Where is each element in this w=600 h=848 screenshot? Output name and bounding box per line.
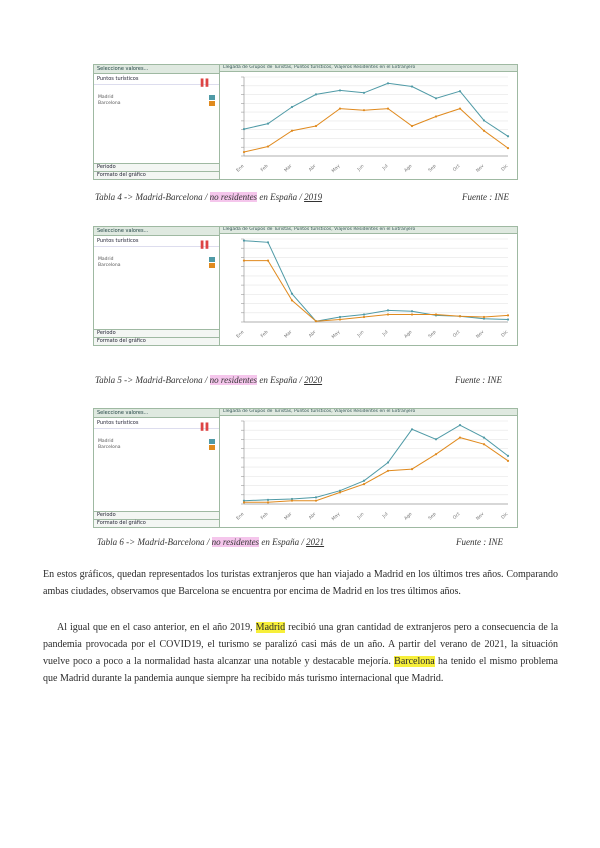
legend-item-madrid[interactable]: Madrid — [94, 95, 219, 101]
data-point-madrid — [459, 90, 461, 92]
panel-footer-formato[interactable]: Formato del gráfico — [94, 519, 219, 527]
legend-item-barcelona[interactable]: Barcelona — [94, 445, 219, 451]
highlight-barcelona: Barcelona — [394, 656, 435, 667]
panel-subheader[interactable]: Puntos turísticos — [94, 74, 219, 85]
data-point-barcelona — [339, 108, 341, 110]
data-point-barcelona — [483, 316, 485, 318]
data-point-madrid — [411, 85, 413, 87]
panel-footer-periodo[interactable]: Periodo — [94, 329, 219, 337]
data-point-barcelona — [435, 313, 437, 315]
data-point-madrid — [339, 316, 341, 318]
data-point-barcelona — [363, 483, 365, 485]
data-point-barcelona — [315, 320, 317, 322]
legend-item-madrid[interactable]: Madrid — [94, 257, 219, 263]
figure-2021-screenshot — [93, 408, 518, 528]
x-tick-label: Ene — [235, 329, 246, 340]
x-tick-label: May — [331, 511, 342, 522]
data-point-barcelona — [339, 491, 341, 493]
x-tick-label: Ago — [403, 329, 414, 340]
data-point-barcelona — [267, 501, 269, 503]
panel-subheader[interactable]: Puntos turísticos — [94, 236, 219, 247]
x-tick-label: Feb — [260, 329, 270, 340]
data-point-madrid — [291, 293, 293, 295]
line-chart-2020 — [220, 235, 517, 345]
x-tick-label: Ago — [403, 163, 414, 174]
x-tick-label: Jun — [356, 163, 366, 173]
series-line-madrid — [244, 241, 508, 322]
data-point-madrid — [315, 93, 317, 95]
x-tick-label: Mar — [283, 511, 294, 522]
data-point-madrid — [267, 123, 269, 125]
caption-2020: Tabla 5 -> Madrid-Barcelona / no residentes en España / 2020 — [95, 375, 323, 385]
data-point-madrid — [291, 106, 293, 108]
data-point-madrid — [459, 424, 461, 426]
x-tick-label: May — [331, 163, 342, 174]
x-tick-label: Ene — [235, 163, 246, 174]
x-tick-label: Oct — [452, 163, 462, 173]
source-2021: Fuente : INE — [456, 537, 503, 547]
series-line-barcelona — [244, 109, 508, 152]
data-point-madrid — [387, 461, 389, 463]
data-point-barcelona — [267, 259, 269, 261]
panel-header: Seleccione valores... — [94, 65, 219, 74]
x-tick-label: Mar — [283, 329, 294, 340]
red-marker-icon: ▐ ▌ — [198, 423, 211, 431]
data-point-barcelona — [411, 468, 413, 470]
chart-header: Llegada de Grupos de Turistas, Puntos turísticos, Viajeros Residentes en el Extranjero — [220, 65, 517, 72]
x-tick-label: Feb — [260, 511, 270, 522]
data-point-madrid — [435, 97, 437, 99]
data-point-barcelona — [483, 443, 485, 445]
x-tick-label: Sep — [427, 163, 438, 174]
x-tick-label: Ene — [235, 511, 246, 522]
highlight-madrid: Madrid — [255, 622, 286, 633]
data-point-madrid — [363, 480, 365, 482]
line-chart-2019 — [220, 73, 517, 179]
x-tick-label: Ago — [403, 511, 414, 522]
data-point-barcelona — [291, 130, 293, 132]
x-tick-label: Dic — [500, 511, 510, 521]
x-tick-label: Nov — [475, 163, 486, 174]
x-tick-label: Dic — [500, 163, 510, 173]
data-point-madrid — [267, 241, 269, 243]
data-point-madrid — [483, 119, 485, 121]
data-point-madrid — [387, 309, 389, 311]
legend-item-barcelona[interactable]: Barcelona — [94, 263, 219, 269]
data-point-madrid — [363, 92, 365, 94]
data-point-barcelona — [243, 259, 245, 261]
data-point-barcelona — [507, 147, 509, 149]
selector-panel — [94, 409, 220, 527]
data-point-barcelona — [291, 500, 293, 502]
data-point-madrid — [411, 428, 413, 430]
x-tick-label: Jul — [382, 329, 390, 338]
x-tick-label: Nov — [475, 329, 486, 340]
chart-header: Llegada de Grupos de Turistas, Puntos turísticos, Viajeros Residentes en el Extranjero — [220, 409, 517, 416]
x-tick-label: Abr — [308, 329, 318, 339]
x-tick-label: Jun — [356, 511, 366, 521]
line-chart-2021 — [220, 417, 517, 527]
data-point-madrid — [387, 82, 389, 84]
data-point-barcelona — [435, 453, 437, 455]
red-marker-icon: ▐ ▌ — [198, 241, 211, 249]
red-marker-icon: ▐ ▌ — [198, 79, 211, 87]
data-point-madrid — [435, 438, 437, 440]
data-point-barcelona — [267, 145, 269, 147]
panel-footer-periodo[interactable]: Periodo — [94, 163, 219, 171]
panel-header: Seleccione valores... — [94, 227, 219, 236]
data-point-madrid — [507, 318, 509, 320]
x-tick-label: Dic — [500, 329, 510, 339]
data-point-barcelona — [363, 109, 365, 111]
data-point-madrid — [483, 437, 485, 439]
chart-header: Llegada de Grupos de Turistas, Puntos turísticos, Viajeros Residentes en el Extranjero — [220, 227, 517, 234]
selector-panel — [94, 65, 220, 179]
data-point-madrid — [339, 89, 341, 91]
x-tick-label: Mar — [283, 163, 294, 174]
x-tick-label: Sep — [427, 329, 438, 340]
x-tick-label: Sep — [427, 511, 438, 522]
panel-header: Seleccione valores... — [94, 409, 219, 418]
data-point-barcelona — [291, 299, 293, 301]
caption-2021: Tabla 6 -> Madrid-Barcelona / no residentes en España / 2021 — [97, 537, 325, 547]
x-tick-label: Oct — [452, 511, 462, 521]
x-tick-label: Oct — [452, 329, 462, 339]
data-point-barcelona — [243, 501, 245, 503]
barcelona-swatch — [209, 263, 215, 268]
paragraph-1: En estos gráficos, quedan representados los turistas extranjeros que han viajado a Madrid en los últimos tres años. Comparando ambas ciudades, observamos que Barcelona se encuentra por encima de Madrid en los tres últimos años. — [43, 569, 558, 597]
panel-footer-periodo[interactable]: Periodo — [94, 511, 219, 519]
madrid-swatch — [209, 439, 215, 444]
selector-panel — [94, 227, 220, 345]
source-2020: Fuente : INE — [455, 375, 502, 385]
figure-2020-screenshot — [93, 226, 518, 346]
x-tick-label: Jul — [382, 511, 390, 520]
data-point-barcelona — [387, 313, 389, 315]
data-point-barcelona — [387, 470, 389, 472]
x-tick-label: Jun — [356, 329, 366, 339]
madrid-swatch — [209, 95, 215, 100]
legend-item-barcelona[interactable]: Barcelona — [94, 101, 219, 107]
data-point-barcelona — [243, 151, 245, 153]
figure-2019-screenshot — [93, 64, 518, 180]
data-point-madrid — [315, 496, 317, 498]
x-tick-label: Abr — [308, 511, 318, 521]
x-tick-label: Nov — [475, 511, 486, 522]
source-2019: Fuente : INE — [462, 192, 509, 202]
x-tick-label: Abr — [308, 163, 318, 173]
data-point-madrid — [363, 313, 365, 315]
data-point-barcelona — [411, 313, 413, 315]
legend-item-madrid[interactable]: Madrid — [94, 439, 219, 445]
data-point-barcelona — [315, 500, 317, 502]
panel-subheader[interactable]: Puntos turísticos — [94, 418, 219, 429]
data-point-barcelona — [435, 115, 437, 117]
data-point-barcelona — [411, 125, 413, 127]
barcelona-swatch — [209, 101, 215, 106]
series-line-barcelona — [244, 438, 508, 503]
data-point-barcelona — [459, 315, 461, 317]
data-point-madrid — [507, 135, 509, 137]
x-tick-label: May — [331, 329, 342, 340]
data-point-madrid — [411, 310, 413, 312]
data-point-barcelona — [315, 125, 317, 127]
x-tick-label: Jul — [382, 163, 390, 172]
data-point-barcelona — [339, 318, 341, 320]
panel-footer-formato[interactable]: Formato del gráfico — [94, 171, 219, 179]
data-point-barcelona — [387, 108, 389, 110]
data-point-barcelona — [507, 460, 509, 462]
data-point-barcelona — [507, 314, 509, 316]
data-point-barcelona — [459, 108, 461, 110]
data-point-madrid — [267, 499, 269, 501]
madrid-swatch — [209, 257, 215, 262]
series-line-madrid — [244, 425, 508, 501]
x-tick-label: Feb — [260, 163, 270, 174]
data-point-barcelona — [363, 316, 365, 318]
caption-2019: Tabla 4 -> Madrid-Barcelona / no residentes en España / 2019 — [95, 192, 323, 202]
data-point-barcelona — [483, 130, 485, 132]
panel-footer-formato[interactable]: Formato del gráfico — [94, 337, 219, 345]
data-point-barcelona — [459, 437, 461, 439]
barcelona-swatch — [209, 445, 215, 450]
data-point-madrid — [243, 240, 245, 242]
data-point-madrid — [243, 128, 245, 130]
paragraph-2: Al igual que en el caso anterior, en el año 2019, Madrid recibió una gran cantidad de extranjeros pero a consecuencia de la pandemia provocada por el COVID19, el turismo se paralizó casi más de un año. A partir del verano de 2021, la situación vuelve poco a poco a la normalidad hasta alcanzar una notable y destacable mejoría. Barcelona ha tenido el mismo problema que Madrid durante la pandemia aunque siempre ha recibido más turismo internacional que Madrid. — [43, 622, 559, 684]
data-point-madrid — [507, 455, 509, 457]
